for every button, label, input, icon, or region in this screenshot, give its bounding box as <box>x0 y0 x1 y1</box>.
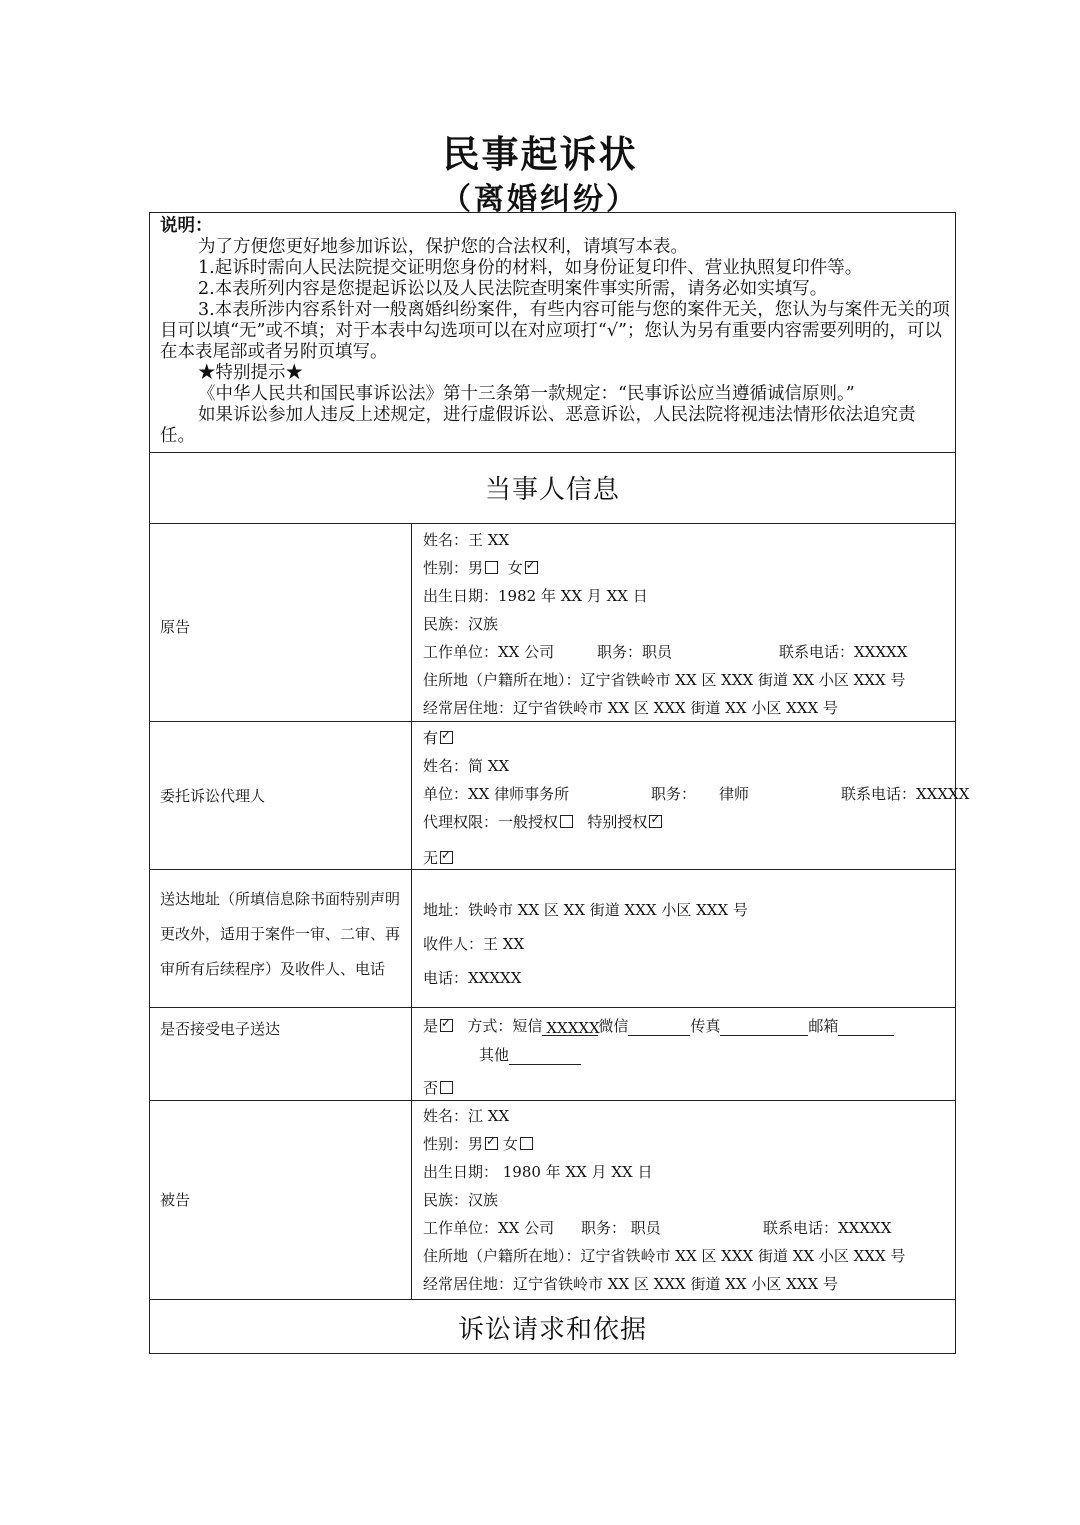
defendant-info <box>423 1105 953 1295</box>
defendant-birth: 出生日期： 1980 年 XX 月 XX 日 <box>423 1163 653 1181</box>
plaintiff-habitual-residence: 经常居住地：辽宁省铁岭市 XX 区 XXX 街道 XX 小区 XXX 号 <box>423 699 838 717</box>
e-service-no <box>423 1077 453 1098</box>
service-address: 地址：铁岭市 XX 区 XX 街道 XXX 小区 XXX 号 <box>423 901 748 919</box>
e-service-no-label: 否 <box>423 1079 439 1097</box>
plaintiff-phone: 联系电话：XXXXX <box>779 643 908 661</box>
sms-field[interactable]: XXXXX <box>542 1019 598 1036</box>
plaintiff-name: 姓名：王 XX <box>423 531 510 549</box>
special-notice-1: 《中华人民共和国民事诉讼法》第十三条第一款规定：“民事诉讼应当遵循诚信原则。” <box>198 384 855 404</box>
plaintiff-ethnicity: 民族：汉族 <box>423 615 499 633</box>
section-title-parties: 当事人信息 <box>484 475 620 505</box>
plaintiff-female-checkbox[interactable] <box>525 561 538 574</box>
authority-label: 代理权限： <box>423 813 499 831</box>
divider <box>150 1100 955 1101</box>
instructions-item-3: 3.本表所涉内容系针对一般离婚纠纷案件，有些内容可能与您的案件无关，您认为与案件无关的项目可以填“无”或不填；对于本表中勾选项可以在对应项打“√”；您认为另有重要内容需要列明的，可以在本表尾部或者另附页填写。 <box>160 300 950 362</box>
gender-label: 性别： <box>423 559 469 577</box>
defendant-name: 姓名：江 XX <box>423 1107 510 1125</box>
e-service-yes-checkbox[interactable] <box>440 1019 453 1032</box>
plaintiff-label: 原告 <box>160 618 191 636</box>
defendant-residence: 住所地（户籍所在地）：辽宁省铁岭市 XX 区 XXX 街道 XX 小区 XXX 号 <box>423 1247 906 1265</box>
female-option: 女 <box>502 1135 518 1153</box>
e-service-methods <box>423 1015 894 1036</box>
agent-authority <box>423 811 662 832</box>
agent-position-label: 职务： <box>651 785 697 803</box>
instructions-item-1: 1.起诉时需向人民法院提交证明您身份的材料，如身份证复印件、营业执照复印件等。 <box>198 258 863 278</box>
defendant-gender <box>423 1133 533 1154</box>
agent-position-value: 律师 <box>719 785 750 803</box>
general-authority-label: 一般授权 <box>498 813 559 831</box>
wechat-field[interactable] <box>628 1019 690 1036</box>
agent-label: 委托诉讼代理人 <box>160 787 266 805</box>
service-address-label: 送达地址（所填信息除书面特别声明更改外，适用于案件一审、二审、再审所有后续程序）及收件人、电话 <box>160 890 401 978</box>
other-field[interactable] <box>509 1048 581 1065</box>
defendant-position: 职务： 职员 <box>581 1219 661 1237</box>
female-option: 女 <box>507 559 523 577</box>
divider <box>150 1299 955 1300</box>
agent-name: 姓名：简 XX <box>423 757 510 775</box>
special-notice-2: 如果诉讼参加人违反上述规定，进行虚假诉讼、恶意诉讼，人民法院将视违法情形依法追究责任。 <box>160 405 916 446</box>
service-recipient: 收件人：王 XX <box>423 935 525 953</box>
document-subtitle: （离婚纠纷） <box>441 182 639 217</box>
fax-label: 传真 <box>690 1017 721 1035</box>
document-title: 民事起诉状 <box>442 133 638 176</box>
male-option: 男 <box>468 559 484 577</box>
defendant-female-checkbox[interactable] <box>520 1137 533 1150</box>
defendant-ethnicity: 民族：汉族 <box>423 1191 499 1209</box>
complaint-form <box>149 212 970 1354</box>
plaintiff-male-checkbox[interactable] <box>485 561 498 574</box>
instructions-intro: 为了方便您更好地参加诉讼，保护您的合法权利，请填写本表。 <box>198 237 688 257</box>
e-service-other <box>479 1044 581 1065</box>
defendant-male-checkbox[interactable] <box>485 1137 498 1150</box>
defendant-phone: 联系电话：XXXXX <box>763 1219 892 1237</box>
agent-phone: 联系电话：XXXXX <box>841 785 970 803</box>
gender-label: 性别： <box>423 1135 469 1153</box>
sms-label: 方式：短信 <box>467 1017 543 1035</box>
plaintiff-info <box>423 529 953 719</box>
service-address-info <box>423 899 953 999</box>
email-label: 邮箱 <box>808 1017 839 1035</box>
section-title-claims: 诉讼请求和依据 <box>457 1315 647 1345</box>
divider <box>150 869 955 870</box>
defendant-habitual-residence: 经常居住地：辽宁省铁岭市 XX 区 XXX 街道 XX 小区 XXX 号 <box>423 1275 838 1293</box>
divider <box>150 452 955 453</box>
instructions-item-2: 2.本表所列内容是您提起诉讼以及人民法院查明案件事实所需，请务必如实填写。 <box>198 279 828 299</box>
wechat-label: 微信 <box>598 1017 629 1035</box>
e-service-yes-label: 是 <box>423 1017 439 1035</box>
agent-has <box>423 727 453 748</box>
e-service-label: 是否接受电子送达 <box>160 1020 281 1038</box>
agent-none-label: 无 <box>423 849 439 867</box>
plaintiff-gender <box>423 557 538 578</box>
divider <box>150 721 955 722</box>
divider <box>150 523 955 524</box>
instructions-heading: 说明： <box>160 216 213 236</box>
special-authority-label: 特别授权 <box>587 813 648 831</box>
special-notice-heading: ★特别提示★ <box>198 363 303 383</box>
divider <box>150 1007 955 1008</box>
agent-has-checkbox[interactable] <box>440 731 453 744</box>
e-service-info <box>423 1015 953 1097</box>
defendant-work: 工作单位：XX 公司 <box>423 1219 555 1237</box>
plaintiff-birth: 出生日期：1982 年 XX 月 XX 日 <box>423 587 648 605</box>
column-divider <box>411 523 412 1299</box>
agent-none <box>423 847 453 868</box>
special-authority-checkbox[interactable] <box>649 815 662 828</box>
agent-info <box>423 727 970 867</box>
agent-none-checkbox[interactable] <box>440 851 453 864</box>
instructions <box>160 216 950 447</box>
general-authority-checkbox[interactable] <box>560 815 573 828</box>
plaintiff-work: 工作单位：XX 公司 <box>423 643 555 661</box>
e-service-no-checkbox[interactable] <box>440 1081 453 1094</box>
male-option: 男 <box>468 1135 484 1153</box>
email-field[interactable] <box>838 1019 894 1036</box>
service-phone: 电话：XXXXX <box>423 969 522 987</box>
agent-unit: 单位：XX 律师事务所 <box>423 785 570 803</box>
fax-field[interactable] <box>720 1019 808 1036</box>
agent-has-label: 有 <box>423 729 439 747</box>
other-label: 其他 <box>479 1046 510 1064</box>
defendant-label: 被告 <box>160 1191 191 1209</box>
plaintiff-residence: 住所地（户籍所在地）：辽宁省铁岭市 XX 区 XXX 街道 XX 小区 XXX 号 <box>423 671 906 689</box>
plaintiff-position: 职务：职员 <box>597 643 673 661</box>
